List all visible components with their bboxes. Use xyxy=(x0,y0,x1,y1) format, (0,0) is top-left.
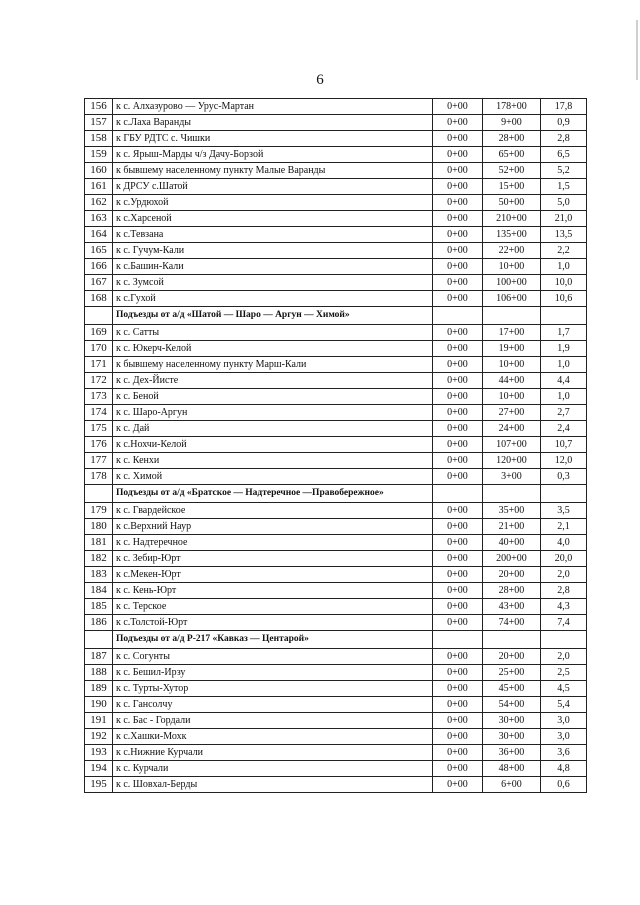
empty-cell xyxy=(433,485,483,503)
end-km: 120+00 xyxy=(483,453,541,469)
road-name: к с.Толстой-Юрт xyxy=(113,615,433,631)
length-km: 3,5 xyxy=(541,503,587,519)
row-number: 163 xyxy=(85,211,113,227)
start-km: 0+00 xyxy=(433,99,483,115)
end-km: 54+00 xyxy=(483,697,541,713)
row-number: 175 xyxy=(85,421,113,437)
row-number: 174 xyxy=(85,405,113,421)
table-row xyxy=(85,615,587,631)
end-km: 50+00 xyxy=(483,195,541,211)
road-name: к с.Гухой xyxy=(113,291,433,307)
start-km: 0+00 xyxy=(433,665,483,681)
row-number: 179 xyxy=(85,503,113,519)
length-km: 4,8 xyxy=(541,761,587,777)
table-row xyxy=(85,729,587,745)
table-row xyxy=(85,535,587,551)
start-km: 0+00 xyxy=(433,211,483,227)
table-row xyxy=(85,357,587,373)
end-km: 44+00 xyxy=(483,373,541,389)
table-row xyxy=(85,421,587,437)
road-name: к с.Хашки-Мохк xyxy=(113,729,433,745)
row-number: 160 xyxy=(85,163,113,179)
section-header-row xyxy=(85,307,587,325)
road-name: к с. Юкерч-Келой xyxy=(113,341,433,357)
row-number: 189 xyxy=(85,681,113,697)
road-name: к с. Дай xyxy=(113,421,433,437)
road-name: к с. Надтеречное xyxy=(113,535,433,551)
table-row xyxy=(85,341,587,357)
table-row xyxy=(85,275,587,291)
road-name: к ГБУ РДТС с. Чишки xyxy=(113,131,433,147)
row-number: 168 xyxy=(85,291,113,307)
row-number: 193 xyxy=(85,745,113,761)
table-row xyxy=(85,567,587,583)
end-km: 100+00 xyxy=(483,275,541,291)
row-number: 185 xyxy=(85,599,113,615)
row-number: 187 xyxy=(85,649,113,665)
length-km: 1,0 xyxy=(541,259,587,275)
length-km: 0,3 xyxy=(541,469,587,485)
road-name: к ДРСУ с.Шатой xyxy=(113,179,433,195)
empty-cell xyxy=(433,631,483,649)
start-km: 0+00 xyxy=(433,599,483,615)
start-km: 0+00 xyxy=(433,777,483,793)
row-number: 180 xyxy=(85,519,113,535)
row-number: 183 xyxy=(85,567,113,583)
length-km: 12,0 xyxy=(541,453,587,469)
table-row xyxy=(85,697,587,713)
row-number: 186 xyxy=(85,615,113,631)
length-km: 1,5 xyxy=(541,179,587,195)
row-number: 171 xyxy=(85,357,113,373)
length-km: 2,8 xyxy=(541,131,587,147)
empty-cell xyxy=(541,631,587,649)
road-name: к с.Нижние Курчали xyxy=(113,745,433,761)
end-km: 15+00 xyxy=(483,179,541,195)
length-km: 2,2 xyxy=(541,243,587,259)
length-km: 2,0 xyxy=(541,649,587,665)
start-km: 0+00 xyxy=(433,405,483,421)
length-km: 13,5 xyxy=(541,227,587,243)
table-row xyxy=(85,745,587,761)
section-title: Подъезды от а/д «Шатой — Шаро — Аргун — Химой» xyxy=(113,307,433,325)
road-name: к с. Гучум-Кали xyxy=(113,243,433,259)
length-km: 2,0 xyxy=(541,567,587,583)
row-number: 184 xyxy=(85,583,113,599)
length-km: 1,0 xyxy=(541,389,587,405)
start-km: 0+00 xyxy=(433,195,483,211)
start-km: 0+00 xyxy=(433,275,483,291)
length-km: 2,4 xyxy=(541,421,587,437)
road-name: к с.Харсеной xyxy=(113,211,433,227)
start-km: 0+00 xyxy=(433,535,483,551)
row-number: 178 xyxy=(85,469,113,485)
roads-table xyxy=(84,98,587,793)
length-km: 4,5 xyxy=(541,681,587,697)
row-number: 173 xyxy=(85,389,113,405)
end-km: 45+00 xyxy=(483,681,541,697)
start-km: 0+00 xyxy=(433,615,483,631)
table-row xyxy=(85,405,587,421)
length-km: 4,3 xyxy=(541,599,587,615)
table-row xyxy=(85,649,587,665)
start-km: 0+00 xyxy=(433,583,483,599)
empty-cell xyxy=(433,307,483,325)
end-km: 22+00 xyxy=(483,243,541,259)
end-km: 19+00 xyxy=(483,341,541,357)
table-row xyxy=(85,195,587,211)
start-km: 0+00 xyxy=(433,373,483,389)
empty-cell xyxy=(483,631,541,649)
end-km: 9+00 xyxy=(483,115,541,131)
start-km: 0+00 xyxy=(433,341,483,357)
end-km: 200+00 xyxy=(483,551,541,567)
length-km: 2,5 xyxy=(541,665,587,681)
end-km: 28+00 xyxy=(483,131,541,147)
end-km: 36+00 xyxy=(483,745,541,761)
end-km: 210+00 xyxy=(483,211,541,227)
length-km: 3,0 xyxy=(541,713,587,729)
road-name: к с. Бас - Гордали xyxy=(113,713,433,729)
end-km: 30+00 xyxy=(483,713,541,729)
road-name: к с.Башин-Кали xyxy=(113,259,433,275)
empty-cell xyxy=(85,307,113,325)
length-km: 10,6 xyxy=(541,291,587,307)
road-name: к с. Бешил-Ирзу xyxy=(113,665,433,681)
table-row xyxy=(85,131,587,147)
road-name: к бывшему населенному пункту Малые Варанды xyxy=(113,163,433,179)
start-km: 0+00 xyxy=(433,729,483,745)
row-number: 194 xyxy=(85,761,113,777)
end-km: 10+00 xyxy=(483,389,541,405)
road-name: к с. Гвардейское xyxy=(113,503,433,519)
end-km: 21+00 xyxy=(483,519,541,535)
road-name: к с. Ярыш-Марды ч/з Дачу-Борзой xyxy=(113,147,433,163)
start-km: 0+00 xyxy=(433,567,483,583)
section-title: Подъезды от а/д «Братское — Надтеречное —Правобережное» xyxy=(113,485,433,503)
table-row xyxy=(85,761,587,777)
table-row xyxy=(85,291,587,307)
table-row xyxy=(85,437,587,453)
section-header-row xyxy=(85,631,587,649)
start-km: 0+00 xyxy=(433,681,483,697)
road-name: к с. Кенхи xyxy=(113,453,433,469)
table-row xyxy=(85,211,587,227)
table-row xyxy=(85,713,587,729)
page-number: 6 xyxy=(316,72,324,88)
row-number: 167 xyxy=(85,275,113,291)
road-name: к с.Мекен-Юрт xyxy=(113,567,433,583)
end-km: 6+00 xyxy=(483,777,541,793)
road-name: к с. Гансолчу xyxy=(113,697,433,713)
end-km: 28+00 xyxy=(483,583,541,599)
end-km: 40+00 xyxy=(483,535,541,551)
length-km: 2,7 xyxy=(541,405,587,421)
row-number: 181 xyxy=(85,535,113,551)
start-km: 0+00 xyxy=(433,551,483,567)
end-km: 25+00 xyxy=(483,665,541,681)
end-km: 52+00 xyxy=(483,163,541,179)
road-name: к с. Зумсой xyxy=(113,275,433,291)
length-km: 5,2 xyxy=(541,163,587,179)
road-name: к с.Тевзана xyxy=(113,227,433,243)
length-km: 4,0 xyxy=(541,535,587,551)
table-row xyxy=(85,389,587,405)
empty-cell xyxy=(541,485,587,503)
empty-cell xyxy=(85,631,113,649)
length-km: 0,9 xyxy=(541,115,587,131)
length-km: 2,8 xyxy=(541,583,587,599)
road-name: к с. Беной xyxy=(113,389,433,405)
row-number: 169 xyxy=(85,325,113,341)
road-name: к с. Шаро-Аргун xyxy=(113,405,433,421)
road-name: к с.Урдюхой xyxy=(113,195,433,211)
empty-cell xyxy=(483,485,541,503)
length-km: 1,0 xyxy=(541,357,587,373)
table-row xyxy=(85,599,587,615)
table-row xyxy=(85,325,587,341)
row-number: 191 xyxy=(85,713,113,729)
length-km: 1,7 xyxy=(541,325,587,341)
start-km: 0+00 xyxy=(433,745,483,761)
table-row xyxy=(85,777,587,793)
table-row xyxy=(85,115,587,131)
table-row xyxy=(85,551,587,567)
end-km: 106+00 xyxy=(483,291,541,307)
end-km: 24+00 xyxy=(483,421,541,437)
end-km: 107+00 xyxy=(483,437,541,453)
length-km: 2,1 xyxy=(541,519,587,535)
empty-cell xyxy=(85,485,113,503)
row-number: 159 xyxy=(85,147,113,163)
row-number: 176 xyxy=(85,437,113,453)
row-number: 177 xyxy=(85,453,113,469)
end-km: 43+00 xyxy=(483,599,541,615)
start-km: 0+00 xyxy=(433,503,483,519)
length-km: 21,0 xyxy=(541,211,587,227)
row-number: 161 xyxy=(85,179,113,195)
road-name: к с.Лаха Варанды xyxy=(113,115,433,131)
row-number: 164 xyxy=(85,227,113,243)
length-km: 20,0 xyxy=(541,551,587,567)
end-km: 10+00 xyxy=(483,357,541,373)
row-number: 170 xyxy=(85,341,113,357)
start-km: 0+00 xyxy=(433,179,483,195)
start-km: 0+00 xyxy=(433,291,483,307)
table-row xyxy=(85,469,587,485)
row-number: 190 xyxy=(85,697,113,713)
road-name: к с.Верхний Наур xyxy=(113,519,433,535)
length-km: 4,4 xyxy=(541,373,587,389)
length-km: 17,8 xyxy=(541,99,587,115)
length-km: 5,4 xyxy=(541,697,587,713)
row-number: 188 xyxy=(85,665,113,681)
end-km: 27+00 xyxy=(483,405,541,421)
road-name: к с. Дех-Йисте xyxy=(113,373,433,389)
table-row xyxy=(85,453,587,469)
end-km: 178+00 xyxy=(483,99,541,115)
road-name: к с. Турты-Хутор xyxy=(113,681,433,697)
end-km: 10+00 xyxy=(483,259,541,275)
row-number: 157 xyxy=(85,115,113,131)
section-header-row xyxy=(85,485,587,503)
length-km: 0,6 xyxy=(541,777,587,793)
start-km: 0+00 xyxy=(433,421,483,437)
section-title: Подъезды от а/д Р-217 «Кавказ — Центарой» xyxy=(113,631,433,649)
table-row xyxy=(85,99,587,115)
start-km: 0+00 xyxy=(433,259,483,275)
end-km: 65+00 xyxy=(483,147,541,163)
table-row xyxy=(85,665,587,681)
row-number: 166 xyxy=(85,259,113,275)
row-number: 162 xyxy=(85,195,113,211)
road-name: к с. Терское xyxy=(113,599,433,615)
start-km: 0+00 xyxy=(433,453,483,469)
road-name: к с. Сатты xyxy=(113,325,433,341)
road-name: к с. Курчали xyxy=(113,761,433,777)
length-km: 10,0 xyxy=(541,275,587,291)
end-km: 48+00 xyxy=(483,761,541,777)
empty-cell xyxy=(483,307,541,325)
road-name: к с. Алхазурово — Урус-Мартан xyxy=(113,99,433,115)
row-number: 195 xyxy=(85,777,113,793)
start-km: 0+00 xyxy=(433,325,483,341)
end-km: 135+00 xyxy=(483,227,541,243)
scan-edge-mark xyxy=(636,20,638,80)
road-name: к с. Шовхал-Берды xyxy=(113,777,433,793)
end-km: 17+00 xyxy=(483,325,541,341)
end-km: 20+00 xyxy=(483,649,541,665)
start-km: 0+00 xyxy=(433,243,483,259)
start-km: 0+00 xyxy=(433,697,483,713)
road-name: к с. Зебир-Юрт xyxy=(113,551,433,567)
row-number: 182 xyxy=(85,551,113,567)
road-name: к с.Нохчи-Келой xyxy=(113,437,433,453)
start-km: 0+00 xyxy=(433,147,483,163)
length-km: 3,6 xyxy=(541,745,587,761)
end-km: 30+00 xyxy=(483,729,541,745)
start-km: 0+00 xyxy=(433,389,483,405)
row-number: 192 xyxy=(85,729,113,745)
table-row xyxy=(85,243,587,259)
table-row xyxy=(85,179,587,195)
length-km: 3,0 xyxy=(541,729,587,745)
row-number: 172 xyxy=(85,373,113,389)
table-row xyxy=(85,681,587,697)
end-km: 20+00 xyxy=(483,567,541,583)
start-km: 0+00 xyxy=(433,131,483,147)
road-name: к с. Кень-Юрт xyxy=(113,583,433,599)
start-km: 0+00 xyxy=(433,649,483,665)
start-km: 0+00 xyxy=(433,357,483,373)
start-km: 0+00 xyxy=(433,115,483,131)
length-km: 1,9 xyxy=(541,341,587,357)
end-km: 3+00 xyxy=(483,469,541,485)
table-row xyxy=(85,583,587,599)
length-km: 7,4 xyxy=(541,615,587,631)
start-km: 0+00 xyxy=(433,519,483,535)
start-km: 0+00 xyxy=(433,227,483,243)
length-km: 10,7 xyxy=(541,437,587,453)
table-row xyxy=(85,227,587,243)
table-row xyxy=(85,373,587,389)
table-row xyxy=(85,259,587,275)
start-km: 0+00 xyxy=(433,437,483,453)
length-km: 5,0 xyxy=(541,195,587,211)
start-km: 0+00 xyxy=(433,713,483,729)
empty-cell xyxy=(541,307,587,325)
table-row xyxy=(85,163,587,179)
length-km: 6,5 xyxy=(541,147,587,163)
start-km: 0+00 xyxy=(433,761,483,777)
end-km: 74+00 xyxy=(483,615,541,631)
row-number: 156 xyxy=(85,99,113,115)
roads-table-body xyxy=(85,99,587,793)
end-km: 35+00 xyxy=(483,503,541,519)
road-name: к с. Химой xyxy=(113,469,433,485)
start-km: 0+00 xyxy=(433,163,483,179)
road-name: к бывшему населенному пункту Марш-Кали xyxy=(113,357,433,373)
road-name: к с. Согунты xyxy=(113,649,433,665)
row-number: 158 xyxy=(85,131,113,147)
row-number: 165 xyxy=(85,243,113,259)
table-row xyxy=(85,519,587,535)
table-row xyxy=(85,503,587,519)
table-row xyxy=(85,147,587,163)
start-km: 0+00 xyxy=(433,469,483,485)
